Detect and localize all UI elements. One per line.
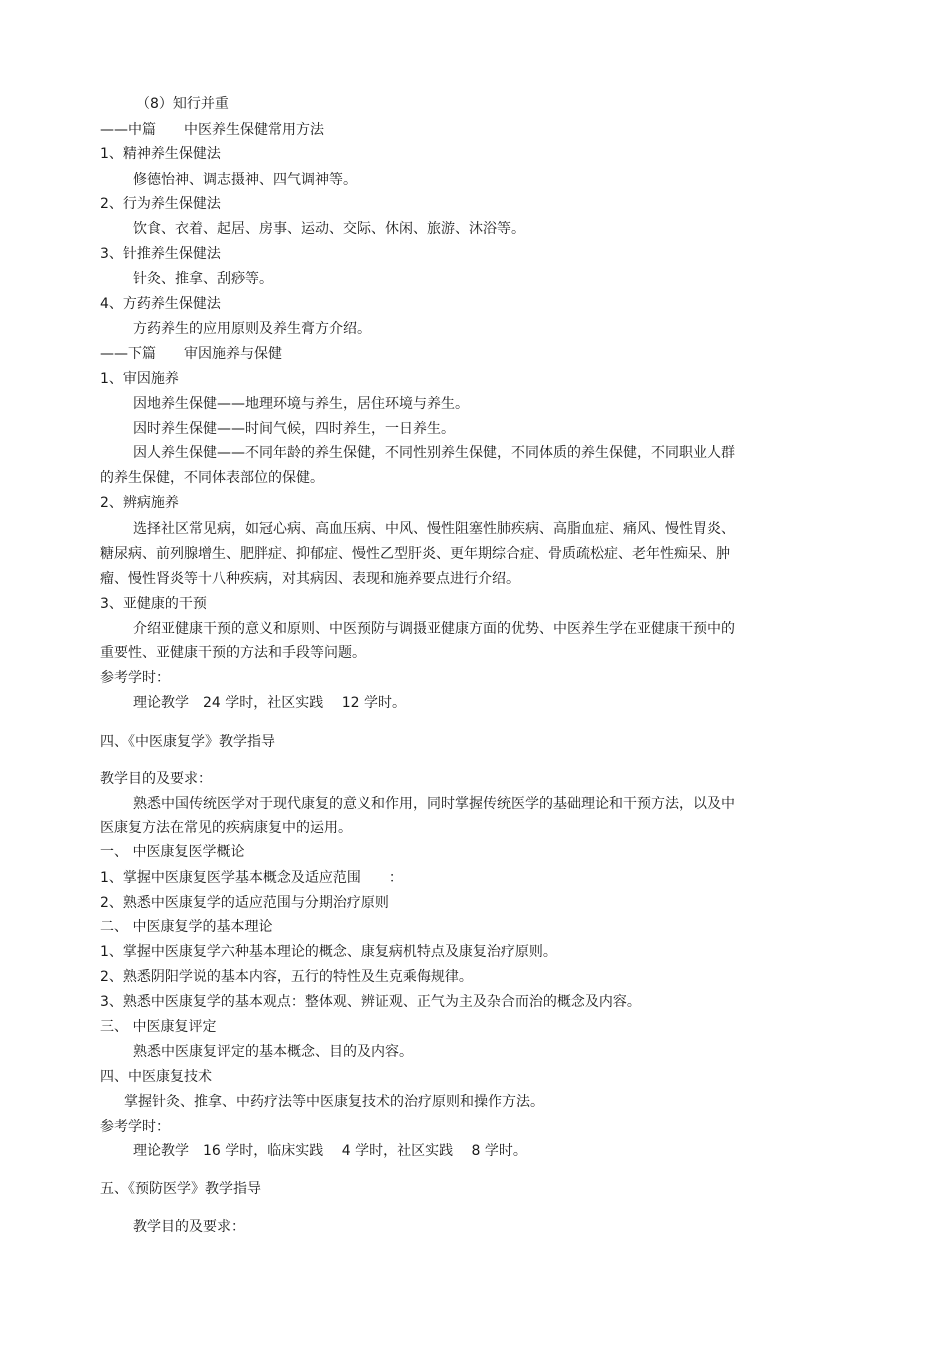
text-line: 医康复方法在常见的疾病康复中的运用。	[100, 820, 352, 836]
text-line: 2、行为养生保健法	[100, 196, 221, 212]
section-heading: 三、 中医康复评定	[100, 1019, 217, 1035]
text-line: 3、针推养生保健法	[100, 246, 221, 262]
text-line: 的养生保健，不同体表部位的保健。	[100, 470, 324, 486]
text-line: 3、亚健康的干预	[100, 596, 207, 612]
text-line: 参考学时：	[100, 1119, 170, 1135]
text-line: 修德怡神、调志摄神、四气调神等。	[133, 172, 357, 188]
text-line: 1、审因施养	[100, 371, 179, 387]
section-heading: ——下篇 审因施养与保健	[100, 346, 282, 362]
text-line: 1、掌握中医康复医学基本概念及适应范围 ：	[100, 870, 403, 886]
text-line: 1、精神养生保健法	[100, 146, 221, 162]
text-line: 掌握针灸、推拿、中药疗法等中医康复技术的治疗原则和操作方法。	[124, 1094, 544, 1110]
section-heading: ——中篇 中医养生保健常用方法	[100, 122, 324, 138]
text-line: 熟悉中医康复评定的基本概念、目的及内容。	[133, 1044, 413, 1060]
text-line: 因时养生保健——时间气候，四时养生，一日养生。	[133, 421, 455, 437]
text-line: 因地养生保健——地理环境与养生，居住环境与养生。	[133, 396, 469, 412]
text-line: 介绍亚健康干预的意义和原则、中医预防与调摄亚健康方面的优势、中医养生学在亚健康干预中的	[133, 621, 735, 637]
text-line: 糖尿病、前列腺增生、肥胖症、抑郁症、慢性乙型肝炎、更年期综合症、骨质疏松症、老年性痴呆、肿	[100, 546, 730, 562]
text-line: 2、辨病施养	[100, 495, 179, 511]
text-line: 重要性、亚健康干预的方法和手段等问题。	[100, 645, 366, 661]
text-line: 1、掌握中医康复学六种基本理论的概念、康复病机特点及康复治疗原则。	[100, 944, 557, 960]
text-line: 教学目的及要求：	[100, 771, 212, 787]
section-heading: 五、《预防医学》教学指导	[100, 1181, 261, 1197]
text-line: 熟悉中国传统医学对于现代康复的意义和作用，同时掌握传统医学的基础理论和干预方法，以及中	[133, 796, 735, 812]
text-line: 针灸、推拿、刮痧等。	[133, 271, 273, 287]
text-line: 因人养生保健——不同年龄的养生保健，不同性别养生保健，不同体质的养生保健，不同职业人群	[133, 445, 735, 461]
text-line: 瘤、慢性肾炎等十八种疾病，对其病因、表现和施养要点进行介绍。	[100, 571, 520, 587]
text-line: 饮食、衣着、起居、房事、运动、交际、休闲、旅游、沐浴等。	[133, 221, 525, 237]
section-heading: 四、中医康复技术	[100, 1069, 212, 1085]
text-line: 3、熟悉中医康复学的基本观点：整体观、辨证观、正气为主及杂合而治的概念及内容。	[100, 994, 641, 1010]
text-line: 教学目的及要求：	[133, 1219, 245, 1235]
text-line: 方药养生的应用原则及养生膏方介绍。	[133, 321, 371, 337]
section-heading: 四、《中医康复学》教学指导	[100, 734, 275, 750]
text-line: （8）知行并重	[136, 96, 229, 112]
text-line: 选择社区常见病，如冠心病、高血压病、中风、慢性阻塞性肺疾病、高脂血症、痛风、慢性胃炎、	[133, 521, 735, 537]
text-line: 理论教学 24 学时，社区实践 12 学时。	[133, 695, 406, 711]
text-line: 2、熟悉中医康复学的适应范围与分期治疗原则	[100, 895, 389, 911]
text-line: 4、方药养生保健法	[100, 296, 221, 312]
text-line: 理论教学 16 学时，临床实践 4 学时，社区实践 8 学时。	[133, 1143, 527, 1159]
text-line: 2、熟悉阴阳学说的基本内容，五行的特性及生克乘侮规律。	[100, 969, 473, 985]
section-heading: 一、 中医康复医学概论	[100, 844, 245, 860]
section-heading: 二、 中医康复学的基本理论	[100, 919, 273, 935]
text-line: 参考学时：	[100, 670, 170, 686]
